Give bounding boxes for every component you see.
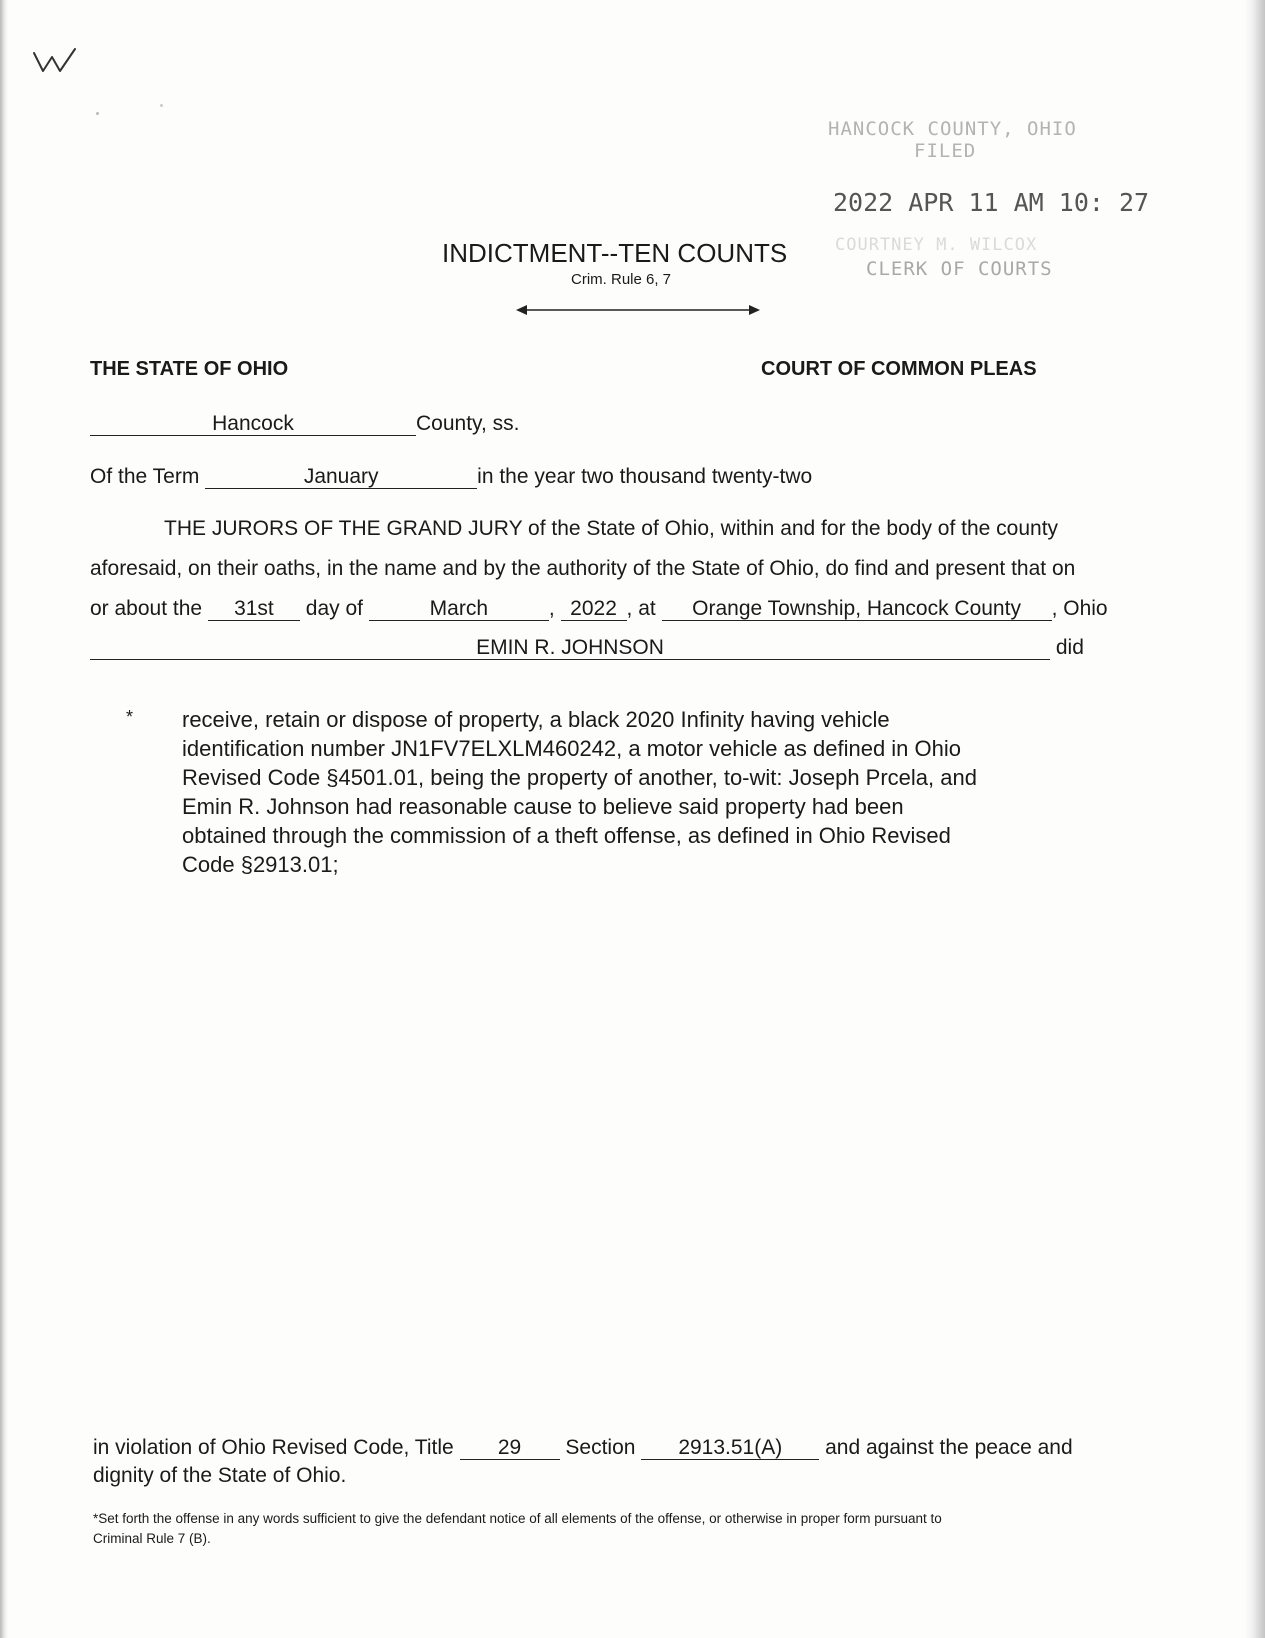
scan-edge-left — [0, 0, 8, 1638]
double-arrow-icon — [516, 302, 760, 318]
scan-speck — [160, 104, 163, 107]
offense-day: 31st — [208, 598, 300, 621]
offense-place: Orange Township, Hancock County — [662, 598, 1052, 621]
did-word: did — [1055, 636, 1084, 659]
county-name: Hancock — [90, 413, 416, 436]
term-suffix: in the year two thousand twenty-two — [477, 465, 813, 488]
scan-edge-right — [1245, 0, 1265, 1638]
violation-line — [93, 1436, 1073, 1460]
stamp-clerk-name: COURTNEY M. WILCOX — [835, 235, 1038, 255]
defendant-name: EMIN R. JOHNSON — [90, 637, 1050, 660]
comma: , — [1051, 597, 1058, 620]
footnote-line-2: Criminal Rule 7 (B). — [93, 1531, 211, 1546]
violation-title: 29 — [460, 1437, 560, 1460]
defendant-line — [90, 636, 1084, 660]
offense-year: 2022 — [561, 598, 627, 621]
date-place-line — [90, 597, 1108, 621]
violation-prefix: in violation of Ohio Revised Code, Title — [93, 1436, 454, 1459]
violation-suffix: and against the peace and — [825, 1436, 1073, 1459]
comma: , — [548, 597, 555, 620]
day-of: day of — [305, 597, 363, 620]
jurors-line-1: THE JURORS OF THE GRAND JURY of the State of Ohio, within and for the body of the county — [164, 517, 1059, 540]
offense-month: March — [369, 598, 549, 621]
scan-speck — [96, 112, 99, 115]
term-line — [90, 465, 812, 489]
criminal-rule: Crim. Rule 6, 7 — [571, 271, 672, 288]
footnote-line-1: *Set forth the offense in any words sufficient to give the defendant notice of all elements of the offense, or otherwise in proper form pursuant to — [93, 1511, 942, 1526]
stamp-filed: FILED — [914, 140, 977, 162]
date-prefix: or about the — [90, 597, 203, 620]
jurors-line-2: aforesaid, on their oaths, in the name and by the authority of the State of Ohio, do find and present that on — [90, 557, 1076, 580]
offense-line: obtained through the commission of a theft offense, as defined in Ohio Revised — [182, 823, 951, 848]
violation-line-2: dignity of the State of Ohio. — [93, 1464, 347, 1487]
offense-line: Emin R. Johnson had reasonable cause to believe said property had been — [182, 794, 904, 819]
at-word: , at — [626, 597, 656, 620]
offense-description — [182, 705, 977, 879]
offense-asterisk: * — [126, 707, 134, 727]
offense-line: receive, retain or dispose of property, a black 2020 Infinity having vehicle — [182, 707, 890, 732]
ohio-word: Ohio — [1063, 597, 1108, 620]
offense-line: Revised Code §4501.01, being the property of another, to-wit: Joseph Prcela, and — [182, 765, 977, 790]
section-label: Section — [565, 1436, 636, 1459]
stamp-datetime: 2022 APR 11 AM 10: 27 — [833, 188, 1150, 217]
offense-line: identification number JN1FV7ELXLM460242, a motor vehicle as defined in Ohio — [182, 736, 962, 761]
stamp-clerk: CLERK OF COURTS — [866, 258, 1053, 280]
offense-line: Code §2913.01; — [182, 852, 339, 877]
term-prefix: Of the Term — [90, 465, 200, 488]
state-heading: THE STATE OF OHIO — [90, 358, 289, 380]
violation-section: 2913.51(A) — [641, 1437, 819, 1460]
term-month: January — [205, 466, 477, 489]
document-title: INDICTMENT--TEN COUNTS — [442, 238, 788, 268]
county-line — [90, 412, 519, 436]
county-suffix: County, ss. — [416, 412, 520, 435]
court-heading: COURT OF COMMON PLEAS — [761, 358, 1037, 380]
handwritten-w-mark — [30, 45, 80, 77]
stamp-county: HANCOCK COUNTY, OHIO — [828, 118, 1077, 140]
